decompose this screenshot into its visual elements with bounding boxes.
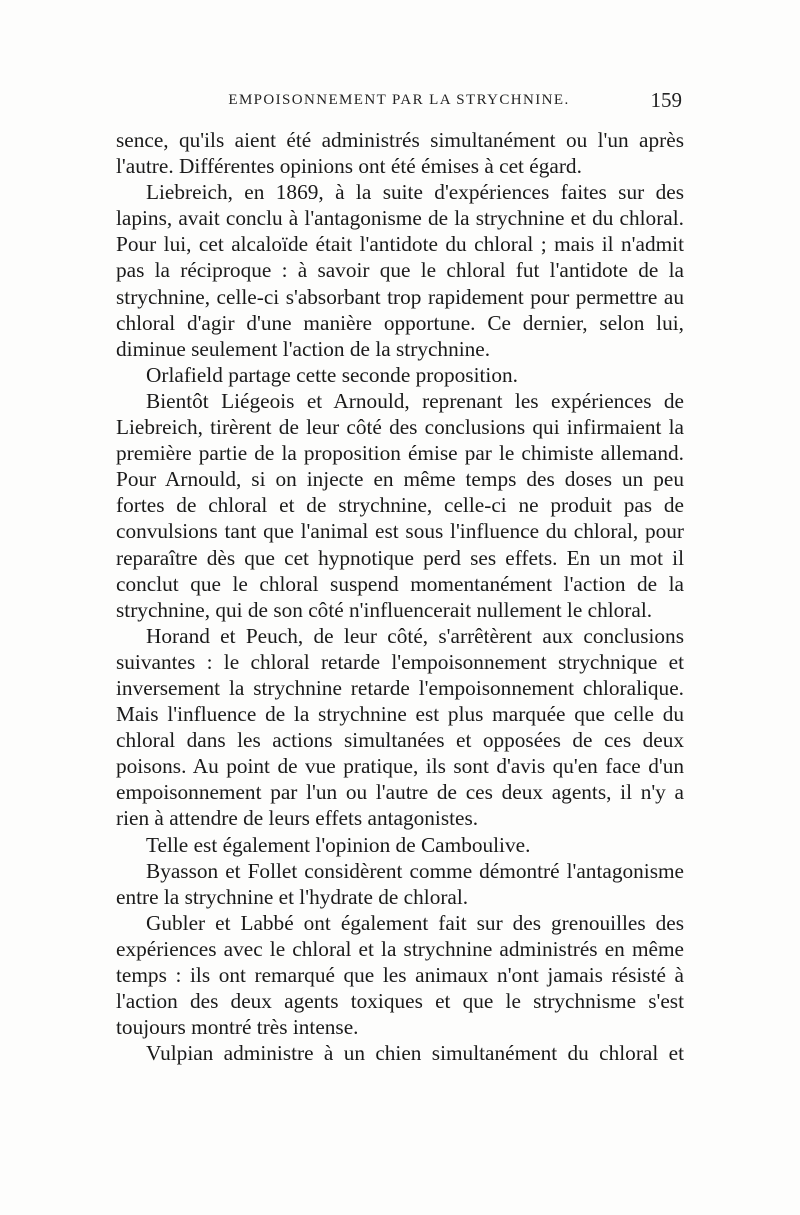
paragraph-camboulive: Telle est également l'opinion de Camboulive. [146, 832, 531, 857]
paragraph-byasson-follet: Byasson et Follet considèrent comme démontré l'antagonisme entre la strychnine et l'hydrate de chloral. [116, 858, 684, 909]
paragraph-continuation: sence, qu'ils aient été administrés simultanément ou l'un après l'autre. Différentes opinions ont été émises à cet égard. [116, 128, 684, 179]
body-text [116, 127, 684, 1066]
paragraph-gubler-labbe: Gubler et Labbé ont également fait sur des grenouilles des expériences avec le chloral et la strychnine administrés en même temps : ils ont remarqué que les animaux n'ont jamais résisté à l'action des deux agents toxiques et que le strychnisme s'est toujours montré très intense. [116, 910, 684, 1040]
paragraph-liebreich: Liebreich, en 1869, à la suite d'expériences faites sur des lapins, avait conclu à l'antagonisme de la strychnine et du chloral. Pour lui, cet alcaloïde était l'antidote du chloral ; mais il n'admit pas la réciproque : à savoir que le chloral fut l'antidote de la strychnine, celle-ci s'absorbant trop rapidement pour permettre au chloral d'agir d'une manière opportune. Ce dernier, selon lui, diminue seulement l'action de la strychnine. [116, 180, 684, 361]
running-head [116, 88, 682, 118]
paragraph-liegeois-arnould: Bientôt Liégeois et Arnould, reprenant les expériences de Liebreich, tirèrent de leur côté des conclusions qui infirmaient la première partie de la proposition émise par le chimiste allemand. Pour Arnould, si on injecte en même temps des doses un peu fortes de chloral et de strychnine, celle-ci ne produit pas de convulsions tant que l'animal est sous l'influence du chloral, pour reparaître dès que cet hypnotique perd ses effets. En un mot il conclut que le chloral suspend momentanément l'action de la strychnine, qui de son côté n'influencerait nullement le chloral. [116, 388, 684, 622]
running-title: EMPOISONNEMENT PAR LA STRYCHNINE. [228, 92, 570, 108]
paragraph-vulpian: Vulpian administre à un chien simultanément du chloral et [146, 1041, 684, 1066]
paragraph-horand-peuch: Horand et Peuch, de leur côté, s'arrêtèrent aux conclusions suivantes : le chloral retarde l'empoisonnement strychnique et inversement la strychnine retarde l'empoisonnement chloralique. Mais l'influence de la strychnine est plus marquée que celle du chloral dans les actions simultanées et opposées de ces deux poisons. Au point de vue pratique, ils sont d'avis qu'en face d'un empoisonnement par l'un ou l'autre de ces deux agents, il n'y a rien à attendre de leurs effets antagonistes. [116, 623, 684, 831]
paragraph-orlafield: Orlafield partage cette seconde proposition. [146, 362, 518, 387]
page-number: 159 [650, 88, 682, 112]
